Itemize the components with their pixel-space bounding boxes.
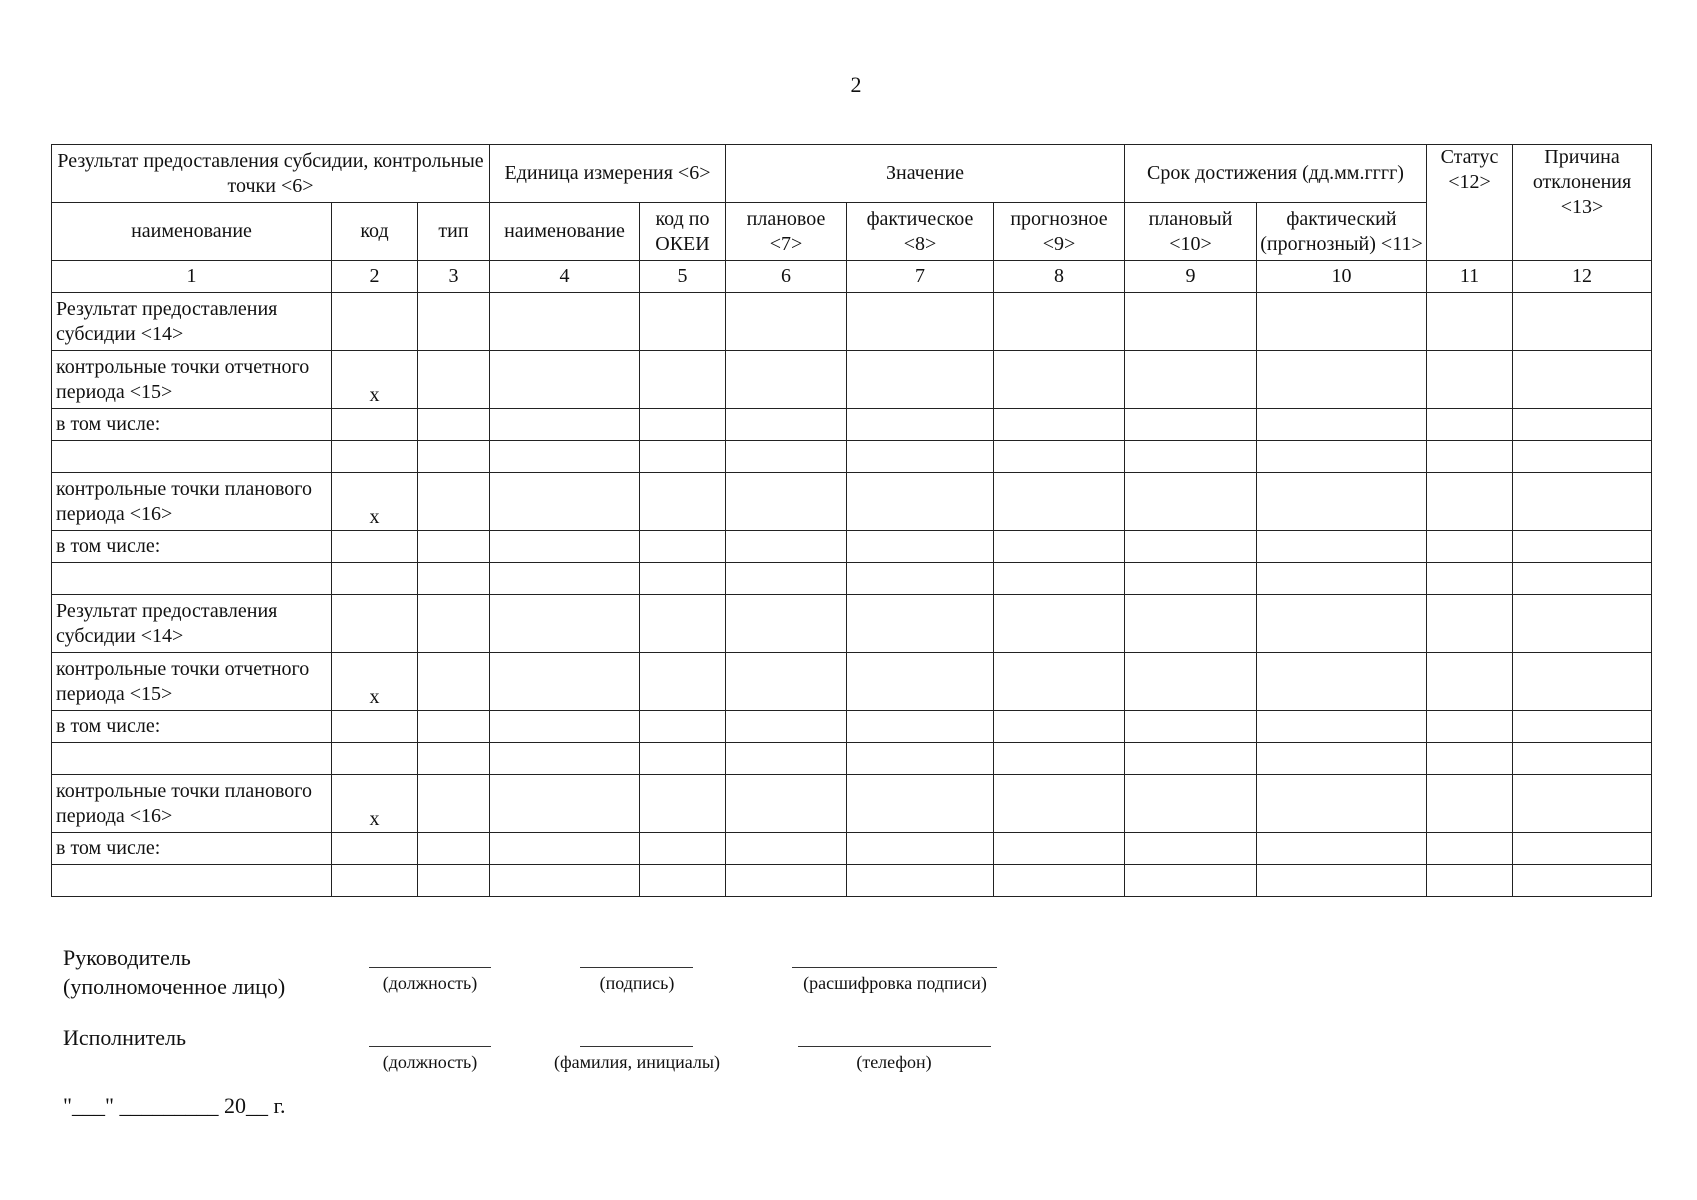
- row-code-cell: [332, 743, 418, 775]
- empty-cell: [847, 351, 994, 409]
- empty-cell: [418, 473, 490, 531]
- row-code-cell: [332, 563, 418, 595]
- empty-cell: [994, 653, 1125, 711]
- empty-cell: [1125, 743, 1257, 775]
- empty-cell: [418, 775, 490, 833]
- column-number-cell: 11: [1427, 261, 1513, 293]
- empty-cell: [490, 865, 640, 897]
- header-deadline-planned: плановый <10>: [1125, 203, 1257, 261]
- row-label-cell: [52, 441, 332, 473]
- empty-cell: [1427, 775, 1513, 833]
- row-code-cell: [332, 865, 418, 897]
- empty-cell: [1257, 743, 1427, 775]
- empty-cell: [726, 563, 847, 595]
- row-label-cell: Результат предоставления субсидии <14>: [52, 293, 332, 351]
- empty-cell: [640, 743, 726, 775]
- row-label-cell: Результат предоставления субсидии <14>: [52, 595, 332, 653]
- empty-cell: [1427, 409, 1513, 441]
- column-number-cell: 1: [52, 261, 332, 293]
- empty-cell: [726, 409, 847, 441]
- empty-cell: [994, 865, 1125, 897]
- header-unit: Единица измерения <6>: [490, 145, 726, 203]
- header-name: наименование: [52, 203, 332, 261]
- empty-cell: [1513, 351, 1652, 409]
- empty-cell: [640, 473, 726, 531]
- empty-cell: [1125, 563, 1257, 595]
- empty-cell: [847, 833, 994, 865]
- column-number-cell: 9: [1125, 261, 1257, 293]
- empty-cell: [726, 441, 847, 473]
- empty-cell: [640, 409, 726, 441]
- row-label-cell: [52, 563, 332, 595]
- row-label-cell: контрольные точки отчетного периода <15>: [52, 351, 332, 409]
- empty-cell: [1513, 293, 1652, 351]
- empty-cell: [1257, 833, 1427, 865]
- empty-cell: [418, 865, 490, 897]
- empty-cell: [847, 653, 994, 711]
- header-status: Статус <12>: [1427, 145, 1513, 261]
- header-reason: Причина отклонения <13>: [1513, 145, 1652, 261]
- row-code-cell: x: [332, 653, 418, 711]
- empty-cell: [1427, 563, 1513, 595]
- empty-cell: [1125, 775, 1257, 833]
- empty-cell: [1125, 473, 1257, 531]
- executor-position-line: [369, 1046, 491, 1047]
- empty-cell: [418, 833, 490, 865]
- header-unit-name: наименование: [490, 203, 640, 261]
- empty-cell: [418, 293, 490, 351]
- empty-cell: [640, 563, 726, 595]
- empty-cell: [847, 711, 994, 743]
- header-value: Значение: [726, 145, 1125, 203]
- head-signature-caption: (подпись): [599, 973, 675, 993]
- empty-cell: [1125, 865, 1257, 897]
- empty-cell: [1513, 441, 1652, 473]
- table-row: [52, 531, 1652, 563]
- empty-cell: [1257, 563, 1427, 595]
- empty-cell: [1427, 351, 1513, 409]
- row-code-cell: x: [332, 351, 418, 409]
- table-row: [52, 711, 1652, 743]
- empty-cell: [490, 409, 640, 441]
- row-code-cell: [332, 711, 418, 743]
- row-code-cell: [332, 595, 418, 653]
- row-code-cell: [332, 833, 418, 865]
- table-row: [52, 409, 1652, 441]
- column-number-cell: 7: [847, 261, 994, 293]
- empty-cell: [994, 293, 1125, 351]
- empty-cell: [847, 563, 994, 595]
- empty-cell: [847, 409, 994, 441]
- empty-cell: [1125, 595, 1257, 653]
- header-type: тип: [418, 203, 490, 261]
- empty-cell: [1257, 351, 1427, 409]
- empty-cell: [1513, 409, 1652, 441]
- executor-name-caption: (фамилия, инициалы): [554, 1052, 720, 1072]
- empty-cell: [726, 833, 847, 865]
- header-deadline-actual: фактический (прогнозный) <11>: [1257, 203, 1427, 261]
- row-label-cell: в том числе:: [52, 409, 332, 441]
- row-code-cell: [332, 293, 418, 351]
- head-decoding-caption: (расшифровка подписи): [803, 973, 987, 993]
- table-row: [52, 865, 1652, 897]
- empty-cell: [1125, 441, 1257, 473]
- empty-cell: [1257, 409, 1427, 441]
- empty-cell: [994, 743, 1125, 775]
- empty-cell: [726, 595, 847, 653]
- empty-cell: [490, 473, 640, 531]
- empty-cell: [490, 293, 640, 351]
- empty-cell: [1513, 775, 1652, 833]
- head-position-caption: (должность): [382, 973, 478, 993]
- empty-cell: [1125, 653, 1257, 711]
- table-row: [52, 293, 1652, 351]
- empty-cell: [994, 351, 1125, 409]
- empty-cell: [490, 441, 640, 473]
- empty-cell: [418, 531, 490, 563]
- column-number-cell: 2: [332, 261, 418, 293]
- empty-cell: [994, 563, 1125, 595]
- empty-cell: [490, 711, 640, 743]
- results-table: [51, 144, 1652, 897]
- table-row: [52, 563, 1652, 595]
- table-row: [52, 653, 1652, 711]
- empty-cell: [1427, 473, 1513, 531]
- executor-position-caption: (должность): [382, 1052, 478, 1072]
- empty-cell: [490, 531, 640, 563]
- column-number-cell: 6: [726, 261, 847, 293]
- row-code-cell: [332, 531, 418, 563]
- empty-cell: [1513, 563, 1652, 595]
- empty-cell: [994, 775, 1125, 833]
- row-code-cell: [332, 441, 418, 473]
- empty-cell: [1427, 441, 1513, 473]
- empty-cell: [726, 653, 847, 711]
- table-body: [52, 293, 1652, 897]
- executor-phone-caption: (телефон): [856, 1052, 932, 1072]
- empty-cell: [490, 563, 640, 595]
- empty-cell: [490, 595, 640, 653]
- empty-cell: [726, 531, 847, 563]
- empty-cell: [418, 653, 490, 711]
- empty-cell: [418, 563, 490, 595]
- header-code: код: [332, 203, 418, 261]
- empty-cell: [726, 711, 847, 743]
- empty-cell: [726, 865, 847, 897]
- empty-cell: [1125, 409, 1257, 441]
- empty-cell: [726, 351, 847, 409]
- empty-cell: [1125, 833, 1257, 865]
- header-okei: код по ОКЕИ: [640, 203, 726, 261]
- empty-cell: [1257, 711, 1427, 743]
- empty-cell: [726, 473, 847, 531]
- empty-cell: [847, 473, 994, 531]
- empty-cell: [847, 441, 994, 473]
- column-number-cell: 8: [994, 261, 1125, 293]
- empty-cell: [640, 711, 726, 743]
- empty-cell: [640, 293, 726, 351]
- table-row: [52, 441, 1652, 473]
- empty-cell: [726, 293, 847, 351]
- empty-cell: [994, 441, 1125, 473]
- date-line: "___" _________ 20__ г.: [63, 1093, 286, 1118]
- empty-cell: [490, 351, 640, 409]
- empty-cell: [1427, 653, 1513, 711]
- empty-cell: [1513, 743, 1652, 775]
- empty-cell: [418, 711, 490, 743]
- column-number-cell: 3: [418, 261, 490, 293]
- executor-name-line: [580, 1046, 693, 1047]
- empty-cell: [490, 743, 640, 775]
- table-row: [52, 351, 1652, 409]
- empty-cell: [418, 351, 490, 409]
- table-row: [52, 775, 1652, 833]
- row-label-cell: в том числе:: [52, 711, 332, 743]
- row-label-cell: [52, 865, 332, 897]
- empty-cell: [1257, 531, 1427, 563]
- row-code-cell: x: [332, 473, 418, 531]
- column-number-cell: 5: [640, 261, 726, 293]
- empty-cell: [1513, 833, 1652, 865]
- empty-cell: [1257, 775, 1427, 833]
- empty-cell: [1125, 293, 1257, 351]
- head-decoding-line: [792, 967, 997, 968]
- empty-cell: [640, 531, 726, 563]
- row-label-cell: контрольные точки планового периода <16>: [52, 775, 332, 833]
- head-position-line: [369, 967, 491, 968]
- empty-cell: [726, 743, 847, 775]
- head-label-2: (уполномоченное лицо): [63, 974, 286, 999]
- empty-cell: [1513, 653, 1652, 711]
- column-number-cell: 12: [1513, 261, 1652, 293]
- empty-cell: [1125, 711, 1257, 743]
- header-planned: плановое <7>: [726, 203, 847, 261]
- empty-cell: [1257, 653, 1427, 711]
- row-label-cell: контрольные точки планового периода <16>: [52, 473, 332, 531]
- table-row: [52, 473, 1652, 531]
- row-label-cell: в том числе:: [52, 531, 332, 563]
- empty-cell: [1513, 473, 1652, 531]
- empty-cell: [1513, 531, 1652, 563]
- empty-cell: [490, 775, 640, 833]
- empty-cell: [847, 293, 994, 351]
- empty-cell: [1427, 293, 1513, 351]
- empty-cell: [847, 531, 994, 563]
- empty-cell: [418, 441, 490, 473]
- table-row: [52, 743, 1652, 775]
- empty-cell: [640, 865, 726, 897]
- empty-cell: [1427, 595, 1513, 653]
- empty-cell: [490, 833, 640, 865]
- empty-cell: [1427, 833, 1513, 865]
- empty-cell: [1427, 743, 1513, 775]
- row-label-cell: в том числе:: [52, 833, 332, 865]
- empty-cell: [418, 595, 490, 653]
- column-number-cell: 10: [1257, 261, 1427, 293]
- row-label-cell: [52, 743, 332, 775]
- empty-cell: [640, 775, 726, 833]
- empty-cell: [847, 865, 994, 897]
- header-actual: фактическое <8>: [847, 203, 994, 261]
- empty-cell: [640, 833, 726, 865]
- head-label-1: Руководитель: [63, 945, 191, 970]
- row-code-cell: x: [332, 775, 418, 833]
- empty-cell: [1513, 595, 1652, 653]
- empty-cell: [994, 409, 1125, 441]
- empty-cell: [1257, 473, 1427, 531]
- empty-cell: [1427, 865, 1513, 897]
- empty-cell: [1257, 595, 1427, 653]
- table-row: [52, 833, 1652, 865]
- empty-cell: [994, 595, 1125, 653]
- empty-cell: [847, 743, 994, 775]
- empty-cell: [490, 653, 640, 711]
- executor-label: Исполнитель: [63, 1025, 187, 1050]
- empty-cell: [1257, 441, 1427, 473]
- empty-cell: [1427, 531, 1513, 563]
- empty-cell: [640, 441, 726, 473]
- empty-cell: [1257, 293, 1427, 351]
- empty-cell: [1125, 531, 1257, 563]
- page-number: 2: [850, 72, 862, 97]
- empty-cell: [1513, 865, 1652, 897]
- empty-cell: [640, 653, 726, 711]
- empty-cell: [640, 351, 726, 409]
- empty-cell: [994, 531, 1125, 563]
- header-deadline: Срок достижения (дд.мм.гггг): [1125, 145, 1427, 203]
- empty-cell: [418, 743, 490, 775]
- empty-cell: [847, 595, 994, 653]
- row-code-cell: [332, 409, 418, 441]
- empty-cell: [847, 775, 994, 833]
- row-label-cell: контрольные точки отчетного периода <15>: [52, 653, 332, 711]
- header-forecast: прогнозное <9>: [994, 203, 1125, 261]
- empty-cell: [1427, 711, 1513, 743]
- empty-cell: [1513, 711, 1652, 743]
- head-signature-line: [580, 967, 693, 968]
- column-numbers-row: [52, 261, 1652, 293]
- empty-cell: [994, 473, 1125, 531]
- column-number-cell: 4: [490, 261, 640, 293]
- empty-cell: [994, 833, 1125, 865]
- empty-cell: [640, 595, 726, 653]
- header-result: Результат предоставления субсидии, контрольные точки <6>: [52, 145, 490, 203]
- empty-cell: [1257, 865, 1427, 897]
- empty-cell: [418, 409, 490, 441]
- empty-cell: [994, 711, 1125, 743]
- empty-cell: [726, 775, 847, 833]
- table-row: [52, 595, 1652, 653]
- empty-cell: [1125, 351, 1257, 409]
- executor-phone-line: [798, 1046, 991, 1047]
